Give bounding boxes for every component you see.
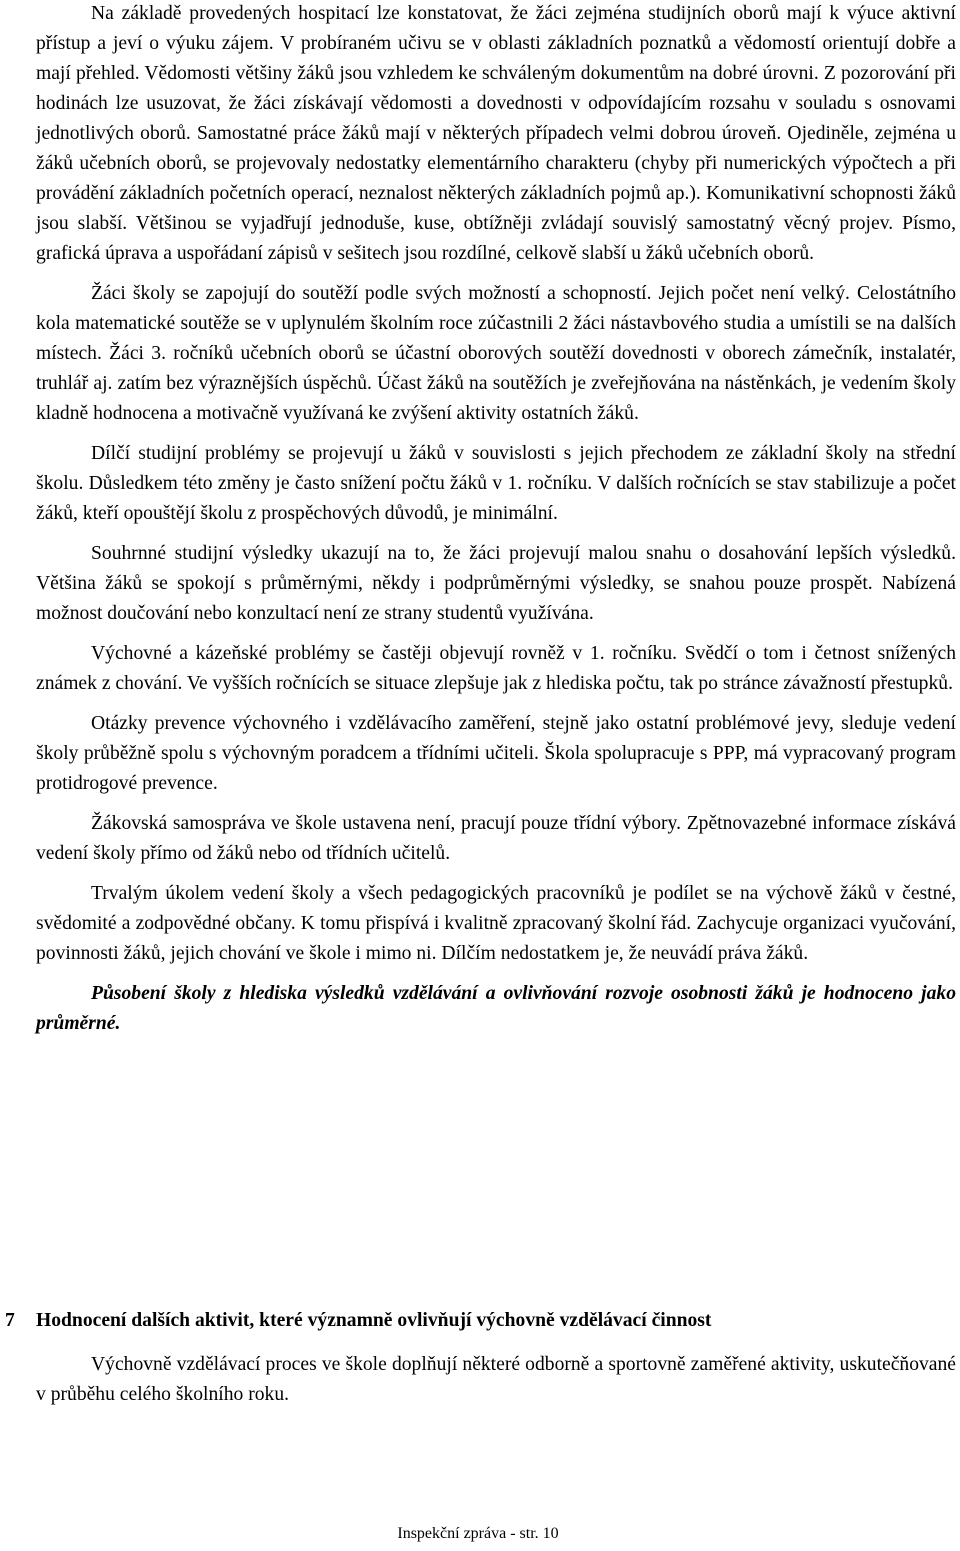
paragraph-student-council: Žákovská samospráva ve škole ustavena není, pracují pouze třídní výbory. Zpětnovazebné informace získává vedení školy přímo od žáků nebo od třídních učitelů. bbox=[36, 813, 956, 864]
paragraph-prevention: Otázky prevence výchovného i vzdělávacího zaměření, stejně jako ostatní problémové jevy, sleduje vedení školy průběžně spolu s výchovným poradcem a třídními učiteli. Škola spolupracuje s PPP, má vypracovaný program protidrogové prevence. bbox=[36, 713, 956, 794]
paragraph-study-results: Souhrnné studijní výsledky ukazují na to, že žáci projevují malou snahu o dosahování lepších výsledků. Většina žáků se spokojí s průměrnými, někdy i podprůměrnými výsledky, se snahou pouze prospět. Nabízená možnost doučování nebo konzultací není ze strany studentů využívána. bbox=[36, 543, 956, 624]
page-footer bbox=[0, 1524, 960, 1544]
section-title: Hodnocení dalších aktivit, které významně ovlivňují výchovně vzdělávací činnost bbox=[36, 1310, 712, 1331]
conclusion-statement: Působení školy z hlediska výsledků vzdělávání a ovlivňování rozvoje osobnosti žáků je hodnoceno jako průměrné. bbox=[36, 983, 956, 1034]
paragraph-evaluation-knowledge: Na základě provedených hospitací lze konstatovat, že žáci zejména studijních oborů mají k výuce aktivní přístup a jeví o výuku zájem. V probíraném učivu se v oblasti základních poznatků a vědomostí orientují dobře a mají přehled. Vědomosti většiny žáků jsou vzhledem ke schváleným dokumentům na dobré úrovni. Z pozorování při hodinách lze usuzovat, že žáci získávají vědomosti a dovednosti v odpovídajícím rozsahu v souladu s osnovami jednotlivých oborů. Samostatné práce žáků mají v některých případech velmi dobrou úroveň. Ojediněle, zejména u žáků učebních oborů, se projevovaly nedostatky elementárního charakteru (chyby při numerických výpočtech a při provádění základních početních operací, neznalost některých základních pojmů ap.). Komunikativní schopnosti žáků jsou slabší. Většinou se vyjadřují jednoduše, kuse, obtížněji zvládají souvislý samostatný věcný projev. Písmo, grafická úprava a uspořádaní zápisů v sešitech jsou rozdílné, celkově slabší u žáků učebních oborů. bbox=[36, 3, 956, 264]
paragraph-competitions: Žáci školy se zapojují do soutěží podle svých možností a schopností. Jejich počet není velký. Celostátního kola matematické soutěže se v uplynulém školním roce zúčastnili 2 žáci nástavbového studia a umístili se na dalších místech. Žáci 3. ročníků učebních oborů se účastní oborových soutěží dovednosti v oborech zámečník, instalatér, truhlář aj. zatím bez výraznějších úspěchů. Účast žáků na soutěžích je zveřejňována na nástěnkách, je vedením školy kladně hodnocena a motivačně využívaná ke zvýšení aktivity ostatních žáků. bbox=[36, 283, 956, 424]
section-body bbox=[36, 1350, 956, 1410]
footer-text: Inspekční zpráva - str. 10 bbox=[397, 1525, 559, 1542]
section-paragraph: Výchovně vzdělávací proces ve škole doplňují některé odborně a sportovně zaměřené aktivity, uskutečňované v průběhu celého školního roku. bbox=[36, 1354, 956, 1405]
paragraph-discipline: Výchovné a kázeňské problémy se častěji objevují rovněž v 1. ročníku. Svědčí o tom i četnost snížených známek z chování. Ve vyšších ročnících se situace zlepšuje jak z hlediska počtu, tak po stránce závažností přestupků. bbox=[36, 643, 956, 694]
paragraph-study-problems: Dílčí studijní problémy se projevují u žáků v souvislosti s jejich přechodem ze základní školy na střední školu. Důsledkem této změny je často snížení počtu žáků v 1. ročníku. V dalších ročnících se stav stabilizuje a počet žáků, kteří opouštějí školu z prospěchových důvodů, je minimální. bbox=[36, 443, 956, 524]
section-number: 7 bbox=[5, 1310, 15, 1331]
report-body bbox=[36, 0, 956, 1039]
paragraph-school-rules: Trvalým úkolem vedení školy a všech pedagogických pracovníků je podílet se na výchově žáků v čestné, svědomité a zodpovědné občany. K tomu přispívá i kvalitně zpracovaný školní řád. Zachycuje organizaci vyučování, povinnosti žáků, jejich chování ve škole i mimo ni. Dílčím nedostatkem je, že neuvádí práva žáků. bbox=[36, 883, 956, 964]
